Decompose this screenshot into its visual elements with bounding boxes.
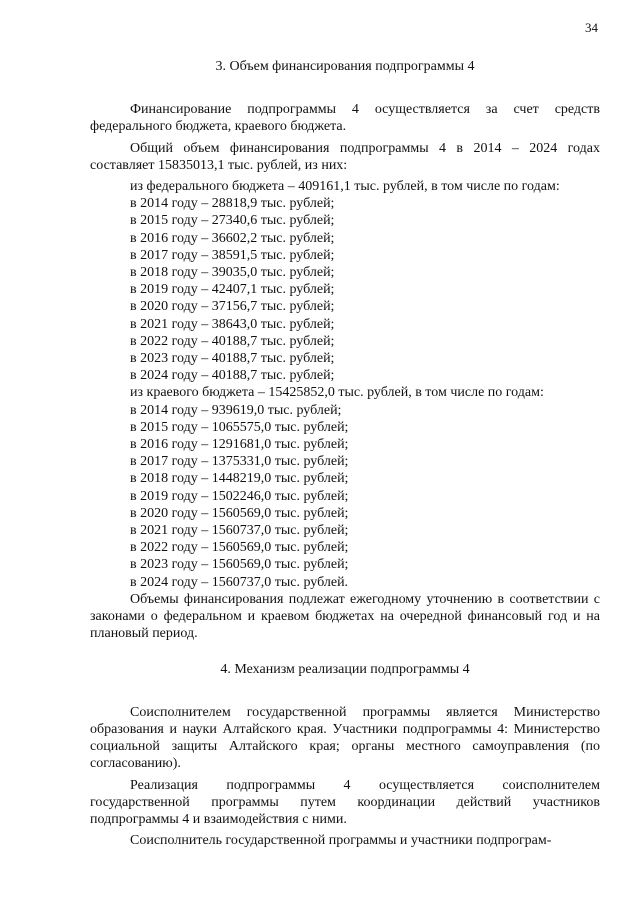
regional-budget-intro: из краевого бюджета – 15425852,0 тыс. рублей, в том числе по годам:: [130, 385, 544, 401]
list-item: в 2024 году – 1560737,0 тыс. рублей.: [130, 574, 349, 590]
section-4-paragraph-1: Соисполнителем государственной программы является Министерство образования и науки Алтайского края. Участники подпрограммы 4: Министерство социальной защиты Алтайского края; органы местного самоуправления (по согласованию).: [90, 704, 600, 772]
list-item: в 2016 году – 36602,2 тыс. рублей;: [130, 230, 335, 246]
list-item: в 2016 году – 1291681,0 тыс. рублей;: [130, 437, 349, 453]
list-item: в 2021 году – 1560737,0 тыс. рублей;: [130, 523, 349, 539]
section-3-final-paragraph: Объемы финансирования подлежат ежегодному уточнению в соответствии с законами о федеральном и краевом бюджетах на очередной финансовый год и на плановый период.: [90, 591, 600, 642]
list-item: в 2017 году – 1375331,0 тыс. рублей;: [130, 454, 349, 470]
section-4-title: 4. Механизм реализации подпрограммы 4: [220, 661, 470, 677]
section-3-paragraph-1: Финансирование подпрограммы 4 осуществляется за счет средств федерального бюджета, краевого бюджета.: [90, 102, 600, 135]
list-item: в 2023 году – 40188,7 тыс. рублей;: [130, 351, 335, 367]
list-item: в 2020 году – 1560569,0 тыс. рублей;: [130, 505, 349, 521]
page-content: [90, 58, 600, 849]
list-item: в 2022 году – 1560569,0 тыс. рублей;: [130, 540, 349, 556]
list-item: в 2024 году – 40188,7 тыс. рублей;: [130, 368, 335, 384]
list-item: в 2014 году – 28818,9 тыс. рублей;: [130, 196, 335, 212]
federal-years-list: [90, 195, 600, 384]
section-3-title: 3. Объем финансирования подпрограммы 4: [215, 59, 475, 74]
section-3-paragraph-2: Общий объем финансирования подпрограммы 4 в 2014 – 2024 годах составляет 15835013,1 тыс. рублей, из них:: [90, 140, 600, 173]
federal-budget-intro: из федерального бюджета – 409161,1 тыс. рублей, в том числе по годам:: [130, 179, 560, 195]
list-item: в 2020 году – 37156,7 тыс. рублей;: [130, 299, 335, 315]
list-item: в 2014 году – 939619,0 тыс. рублей;: [130, 402, 342, 418]
page-number: 34: [585, 20, 598, 35]
section-4-paragraph-3: Соисполнитель государственной программы и участники подпрограм-: [130, 833, 552, 849]
list-item: в 2015 году – 1065575,0 тыс. рублей;: [130, 419, 349, 435]
regional-years-list: [90, 402, 600, 591]
list-item: в 2019 году – 42407,1 тыс. рублей;: [130, 282, 335, 298]
list-item: в 2015 году – 27340,6 тыс. рублей;: [130, 213, 335, 229]
list-item: в 2021 году – 38643,0 тыс. рублей;: [130, 316, 335, 332]
list-item: в 2018 году – 39035,0 тыс. рублей;: [130, 265, 335, 281]
list-item: в 2022 году – 40188,7 тыс. рублей;: [130, 333, 335, 349]
list-item: в 2019 году – 1502246,0 тыс. рублей;: [130, 488, 349, 504]
list-item: в 2018 году – 1448219,0 тыс. рублей;: [130, 471, 349, 487]
list-item: в 2023 году – 1560569,0 тыс. рублей;: [130, 557, 349, 573]
list-item: в 2017 году – 38591,5 тыс. рублей;: [130, 247, 335, 263]
section-4-paragraph-2: Реализация подпрограммы 4 осуществляется соисполнителем государственной программы путем координации действий участников подпрограммы 4 и взаимодействия с ними.: [90, 777, 600, 827]
